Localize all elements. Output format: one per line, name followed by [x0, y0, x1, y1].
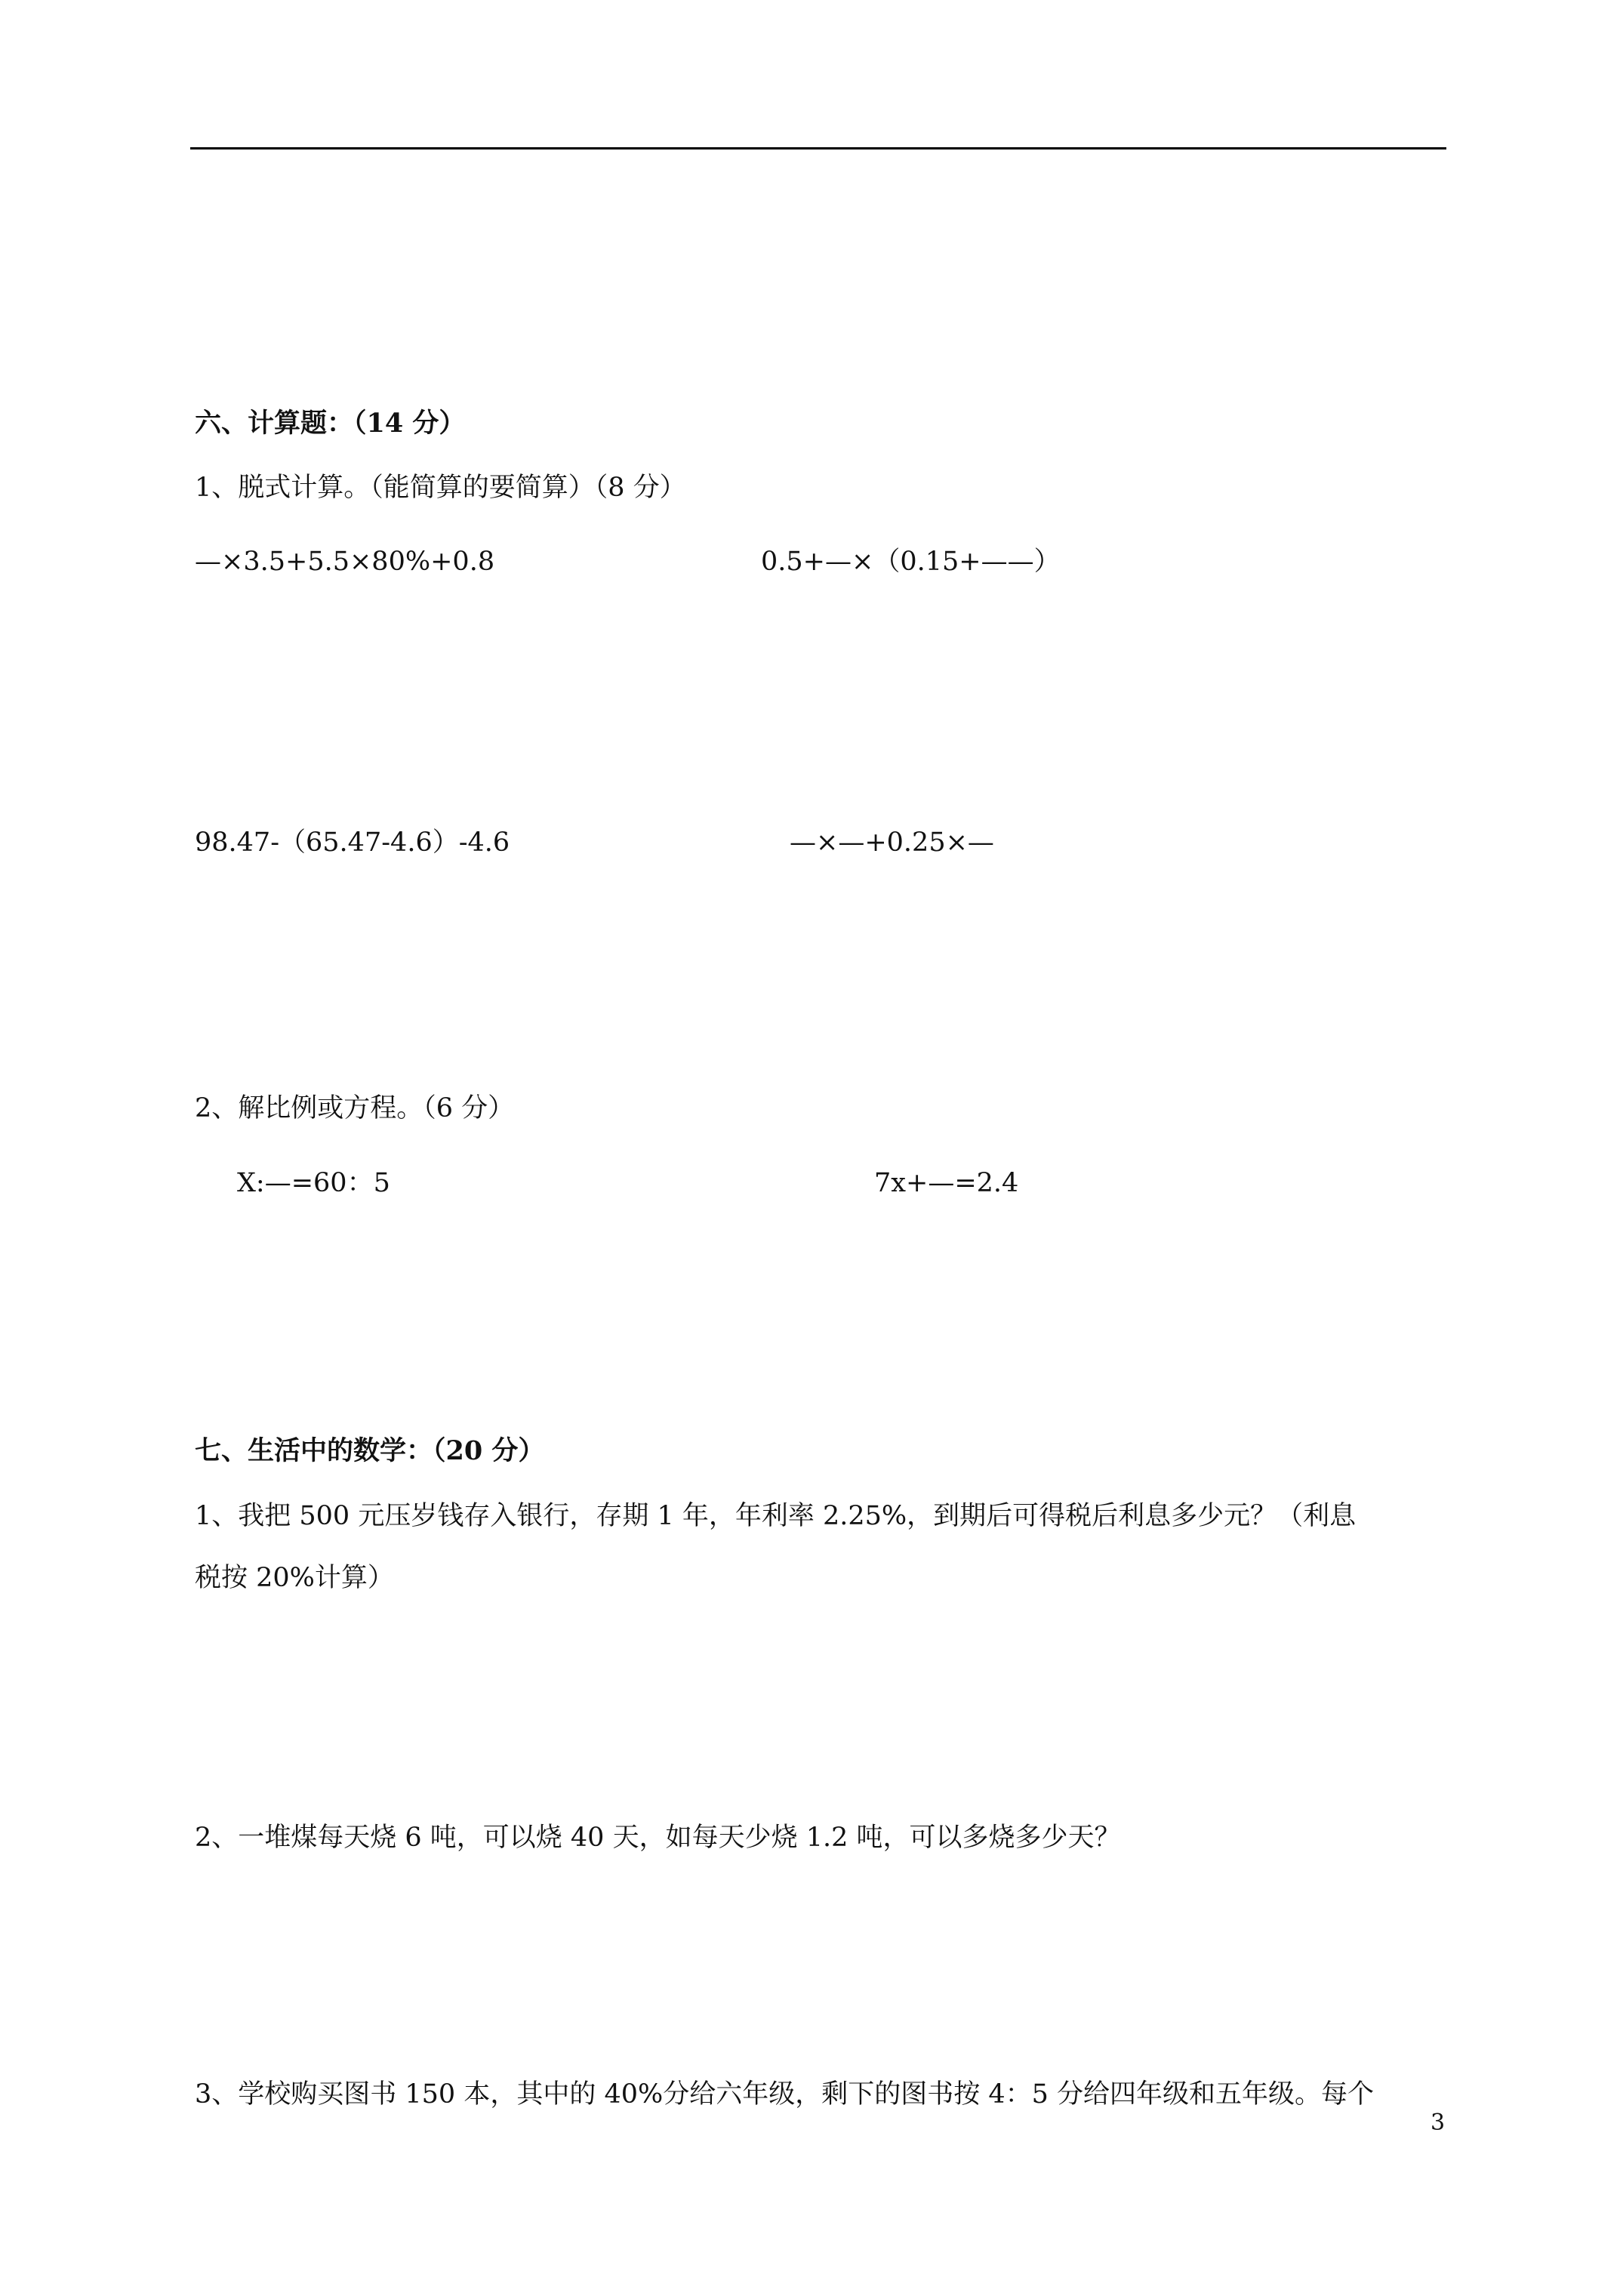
section-7-question-3-line-1: 3、学校购买图书 150 本，其中的 40%分给六年级，剩下的图书按 4：5 分给四年级和五年级。每个 — [195, 2079, 1375, 2110]
section-7-question-1-line-1: 1、我把 500 元压岁钱存入银行，存期 1 年，年利率 2.25%，到期后可得税后利息多少元？（利息 — [195, 1501, 1357, 1531]
section-6-title: 六、计算题：（14 分） — [195, 408, 466, 439]
section-6-q1-expression-1: —×3.5+5.5×80%+0.8 — [195, 547, 495, 577]
page-number: 3 — [1431, 2110, 1446, 2136]
header-rule — [190, 147, 1446, 149]
section-6-q2-expression-1: X:—=60：5 — [237, 1168, 390, 1198]
section-7-title: 七、生活中的数学：（20 分） — [195, 1435, 545, 1466]
section-6-q1-expression-2: 0.5+—×（0.15+——） — [761, 547, 1061, 577]
section-6-q2-expression-2: 7x+—=2.4 — [874, 1168, 1019, 1198]
section-7-question-1-line-2: 税按 20%计算） — [195, 1563, 394, 1593]
section-6-question-1-title: 1、脱式计算。（能简算的要简算）（8 分） — [195, 473, 686, 503]
section-6-question-2-title: 2、解比例或方程。（6 分） — [195, 1093, 515, 1123]
section-6-q1-expression-4: —×—+0.25×— — [790, 827, 994, 858]
section-7-question-2: 2、一堆煤每天烧 6 吨，可以烧 40 天，如每天少烧 1.2 吨，可以多烧多少天？ — [195, 1823, 1121, 1853]
section-6-q1-expression-3: 98.47-（65.47-4.6）-4.6 — [195, 827, 510, 858]
